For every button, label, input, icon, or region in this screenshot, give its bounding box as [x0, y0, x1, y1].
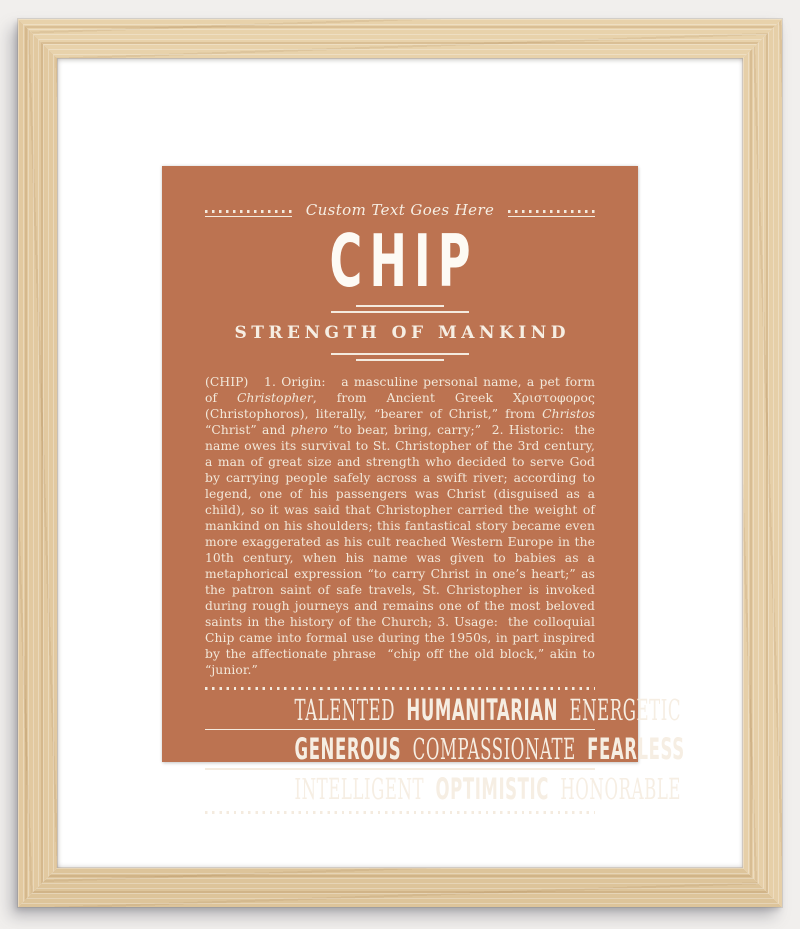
custom-text-row — [205, 199, 595, 221]
trait-row — [289, 691, 682, 729]
definition-segment: Christopher — [237, 391, 313, 405]
dotted-divider-top — [205, 687, 595, 690]
rule-short — [356, 305, 444, 307]
trait-word: INTELLIGENT — [294, 771, 425, 806]
definition-segment: “Christ” and — [205, 423, 291, 437]
trait-word: GENEROUS — [294, 732, 402, 767]
subtitle: STRENGTH OF MANKIND — [234, 323, 571, 343]
divider-below-subtitle — [205, 353, 595, 361]
picture-frame — [18, 19, 782, 907]
definition-segment: phero — [290, 423, 328, 437]
trait-word: FEARLESS — [587, 732, 685, 767]
trait-word: COMPASSIONATE — [412, 732, 576, 767]
frame-rail-top — [18, 19, 782, 58]
dotted-rule-right — [508, 210, 595, 213]
trait-word: OPTIMISTIC — [435, 771, 549, 806]
dotted-rule-left — [205, 210, 292, 213]
trait-word: ENERGETIC — [569, 693, 682, 727]
definition-segment: Christos — [542, 407, 595, 421]
trait-word: HONORABLE — [560, 771, 682, 806]
custom-text: Custom Text Goes Here — [305, 201, 495, 219]
frame-rail-bottom — [18, 868, 782, 907]
trait-row — [289, 770, 682, 808]
definition-text — [205, 374, 595, 678]
name-title: CHIP — [329, 219, 478, 303]
divider-above-subtitle — [205, 305, 595, 313]
trait-row — [289, 730, 685, 768]
traits-list — [205, 691, 685, 808]
trait-word: TALENTED — [294, 693, 396, 727]
trait-word: HUMANITARIAN — [406, 693, 559, 727]
mat-board — [57, 58, 743, 868]
definition-segment: (CHIP) 1. Origin: a masculine personal name, a pet form of — [205, 375, 595, 405]
definition-segment: “to bear, bring, carry;” 2. Historic: the name owes its survival to St. Christopher of the 3rd century, a man of great size and strength who decided to serve God by carrying people safely across a swift river; according to legend, one of his passengers was Christ (disguised as a child), so it was said that Christopher carried the weight of mankind on his shoulders; this fantastical story became even more exaggerated as his cult reached Western Europe in the 10th century, when his name was given to babies as a metaphorical expression “to carry Christ in one’s heart;” as the patron saint of safe travels, St. Christopher is invoked during rough journeys and remains one of the most beloved saints in the history of the Church; 3. Usage: the colloquial Chip came into formal use during the 1950s, in part inspired by the affectionate phrase “chip off the old block,” akin to “junior.” — [205, 423, 595, 677]
art-print — [162, 166, 685, 806]
rule-long — [331, 353, 469, 355]
frame-rail-right — [743, 19, 782, 907]
dotted-divider-bottom — [205, 811, 595, 814]
rule-short — [356, 359, 444, 361]
frame-rail-left — [18, 19, 57, 907]
definition-segment: , from Ancient Greek Χριστοφορος (Christophoros), literally, “bearer of Christ,” from — [205, 391, 595, 421]
rule-long — [331, 311, 469, 313]
